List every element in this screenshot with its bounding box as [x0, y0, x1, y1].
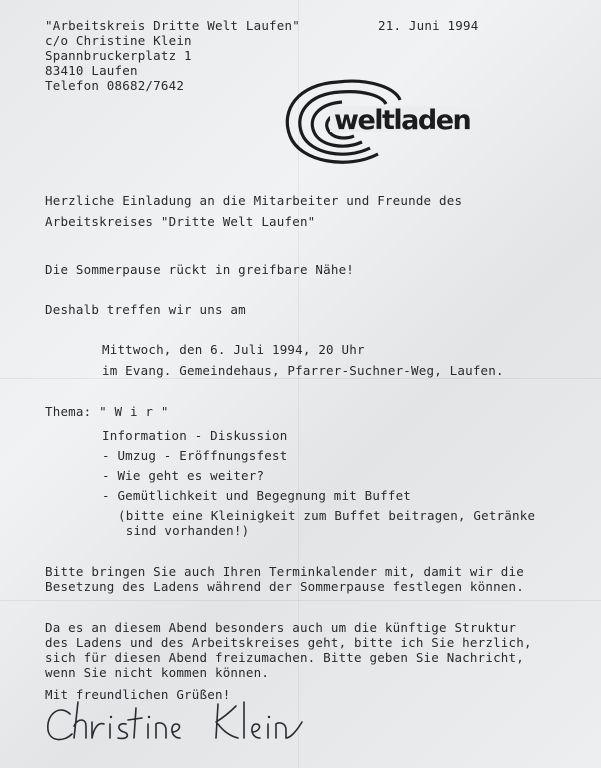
logo-text: weltladen	[334, 105, 471, 136]
letter-date: 21. Juni 1994	[378, 18, 479, 33]
paper-fold	[0, 600, 601, 601]
paragraph-line: Da es an diesem Abend besonders auch um die künftige Struktur	[45, 620, 517, 635]
paragraph-line: des Ladens und des Arbeitskreises geht, bitte ich Sie herzlich,	[45, 635, 532, 650]
agenda-item: - Umzug - Eröffnungsfest	[102, 448, 288, 463]
paper-fold	[0, 378, 601, 379]
agenda-note: sind vorhanden!)	[118, 523, 250, 538]
sender-line: "Arbeitskreis Dritte Welt Laufen"	[45, 18, 300, 33]
agenda-item: Information - Diskussion	[102, 428, 288, 443]
agenda-item: - Gemütlichkeit und Begegnung mit Buffet	[102, 488, 412, 503]
paragraph-line: wenn Sie nicht kommen können.	[45, 665, 270, 680]
intro-line: Die Sommerpause rückt in greifbare Nähe!	[45, 262, 355, 277]
weltladen-logo	[278, 70, 483, 170]
sender-line: 83410 Laufen	[45, 63, 138, 78]
thema-label: Thema: " W i r "	[45, 404, 169, 419]
handwritten-signature	[40, 692, 330, 752]
sender-line: c/o Christine Klein	[45, 33, 192, 48]
meeting-location: im Evang. Gemeindehaus, Pfarrer-Suchner-Weg, Laufen.	[102, 363, 504, 378]
agenda-note: (bitte eine Kleinigkeit zum Buffet beitragen, Getränke	[118, 508, 536, 523]
paragraph-line: sich für diesen Abend freizumachen. Bitte geben Sie Nachricht,	[45, 650, 524, 665]
meeting-date: Mittwoch, den 6. Juli 1994, 20 Uhr	[102, 342, 365, 357]
sender-line: Telefon 08682/7642	[45, 78, 185, 93]
paragraph-line: Bitte bringen Sie auch Ihren Terminkalender mit, damit wir die	[45, 564, 524, 579]
agenda-item: - Wie geht es weiter?	[102, 468, 265, 483]
closing-line: Mit freundlichen Grüßen!	[45, 687, 231, 702]
invitation-line: Herzliche Einladung an die Mitarbeiter und Freunde des	[45, 193, 463, 208]
meeting-intro: Deshalb treffen wir uns am	[45, 302, 246, 317]
invitation-line: Arbeitskreises "Dritte Welt Laufen"	[45, 214, 316, 229]
paragraph-line: Besetzung des Ladens während der Sommerpause festlegen können.	[45, 579, 524, 594]
sender-line: Spannbruckerplatz 1	[45, 48, 192, 63]
